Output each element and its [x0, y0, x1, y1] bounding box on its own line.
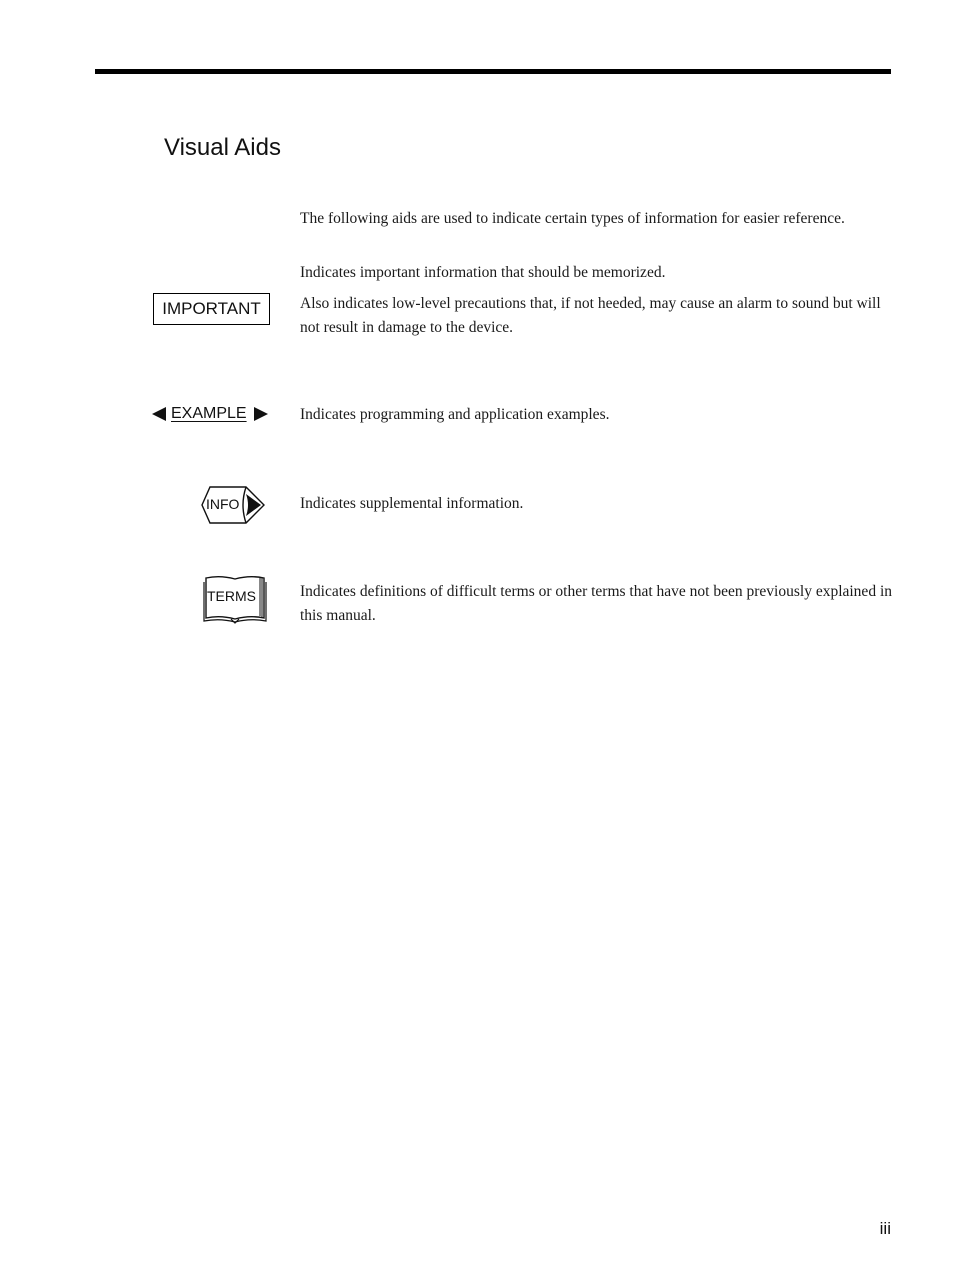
triangle-left-icon — [152, 407, 166, 421]
terms-description: Indicates definitions of difficult terms or other terms that have not been previously explained in this manual. — [300, 583, 892, 624]
example-label: EXAMPLE — [171, 405, 247, 422]
info-marker — [200, 485, 268, 525]
info-label: INFO — [206, 496, 240, 512]
header-rule — [95, 69, 891, 74]
important-description: Indicates important information that should be memorized. — [300, 264, 666, 281]
terms-label: TERMS — [207, 588, 256, 604]
terms-marker — [202, 574, 268, 626]
important-precaution-description: Also indicates low-level precautions that, if not heeded, may cause an alarm to sound but will not result in damage to the device. — [300, 295, 881, 336]
intro-text: The following aids are used to indicate certain types of information for easier reference. — [300, 210, 845, 227]
page-title: Visual Aids — [164, 134, 281, 161]
info-description: Indicates supplemental information. — [300, 495, 524, 512]
important-marker: IMPORTANT — [153, 293, 270, 325]
triangle-right-icon — [254, 407, 268, 421]
example-marker — [152, 402, 268, 426]
page-number: iii — [879, 1219, 891, 1238]
example-description: Indicates programming and application examples. — [300, 406, 610, 423]
